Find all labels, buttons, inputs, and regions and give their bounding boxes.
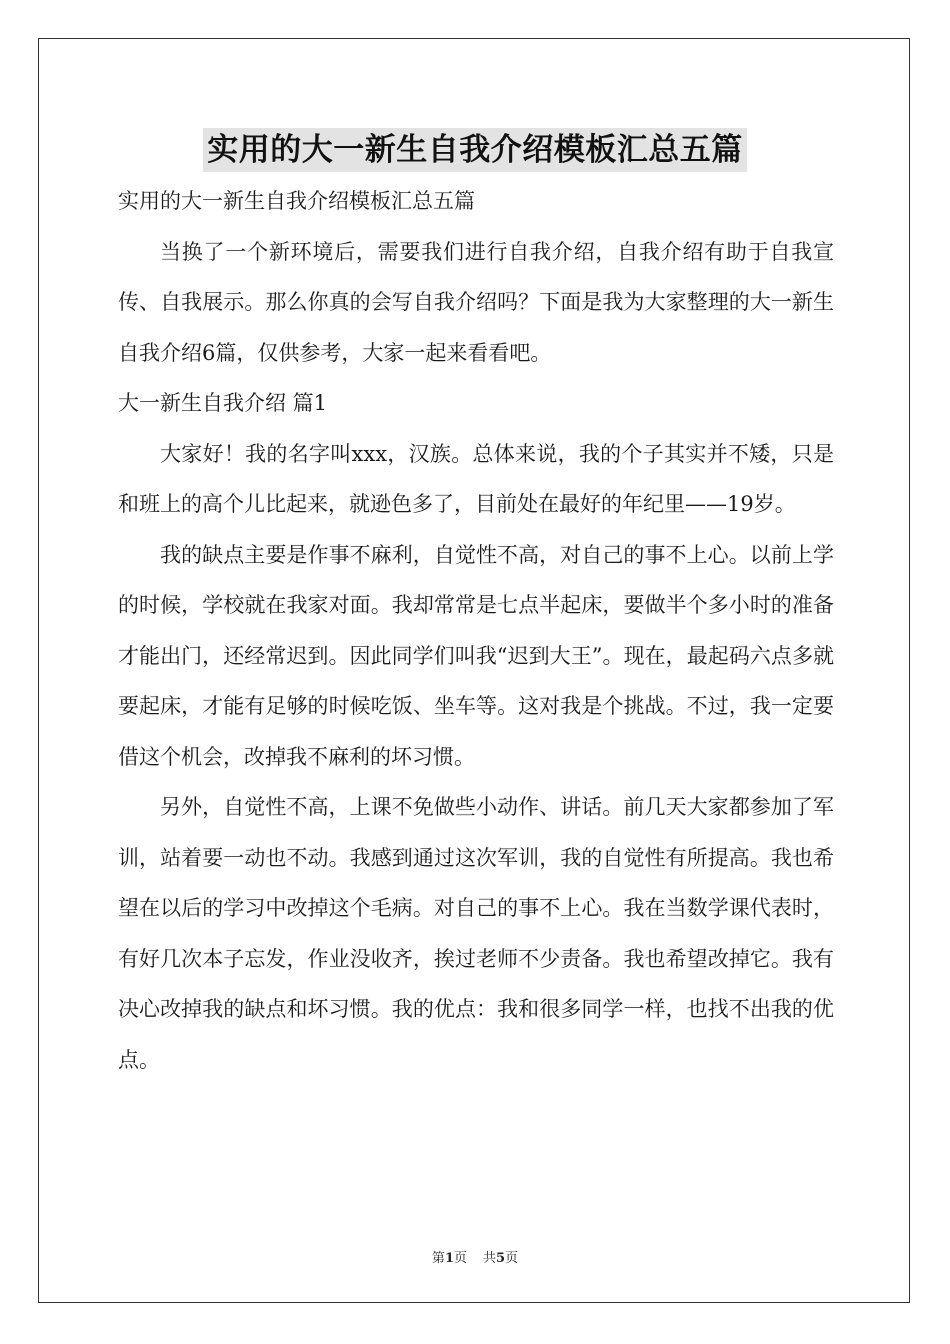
page-number: 1	[444, 1251, 454, 1266]
document-title: 实用的大一新生自我介绍模板汇总五篇	[203, 128, 747, 172]
total-prefix: 共	[483, 1251, 497, 1266]
document-subtitle: 实用的大一新生自我介绍模板汇总五篇	[118, 189, 475, 213]
body-paragraph-1: 大家好！我的名字叫xxx，汉族。总体来说，我的个子其实并不矮，只是和班上的高个儿比起来，就逊色多了，目前处在最好的年纪里——19岁。	[118, 441, 834, 516]
body-paragraph-3: 另外，自觉性不高，上课不免做些小动作、讲话。前几天大家都参加了军训，站着要一动也不动。我感到通过这次军训，我的自觉性有所提高。我也希望在以后的学习中改掉这个毛病。对自己的事不上心。我在当数学课代表时，有好几次本子忘发，作业没收齐，挨过老师不少责备。我也希望改掉它。我有决心改掉我的缺点和坏习惯。我的优点：我和很多同学一样，也找不出我的优点。	[118, 795, 834, 1072]
total-suffix: 页	[505, 1251, 519, 1266]
section-heading: 大一新生自我介绍 篇1	[118, 391, 328, 415]
total-pages: 5	[496, 1251, 506, 1266]
document-body	[118, 176, 834, 1085]
page-footer	[0, 1247, 950, 1266]
title-wrap	[0, 128, 950, 172]
body-paragraph-2: 我的缺点主要是作事不麻利，自觉性不高，对自己的事不上心。以前上学的时候，学校就在我家对面。我却常常是七点半起床，要做半个多小时的准备才能出门，还经常迟到。因此同学们叫我“迟到大王”。现在，最起码六点多就要起床，才能有足够的时候吃饭、坐车等。这对我是个挑战。不过，我一定要借这个机会，改掉我不麻利的坏习惯。	[118, 542, 834, 769]
intro-paragraph: 当换了一个新环境后，需要我们进行自我介绍，自我介绍有助于自我宣传、自我展示。那么你真的会写自我介绍吗？下面是我为大家整理的大一新生自我介绍6篇，仅供参考，大家一起来看看吧。	[118, 239, 834, 365]
page-suffix: 页	[453, 1251, 467, 1266]
page-prefix: 第	[431, 1251, 445, 1266]
